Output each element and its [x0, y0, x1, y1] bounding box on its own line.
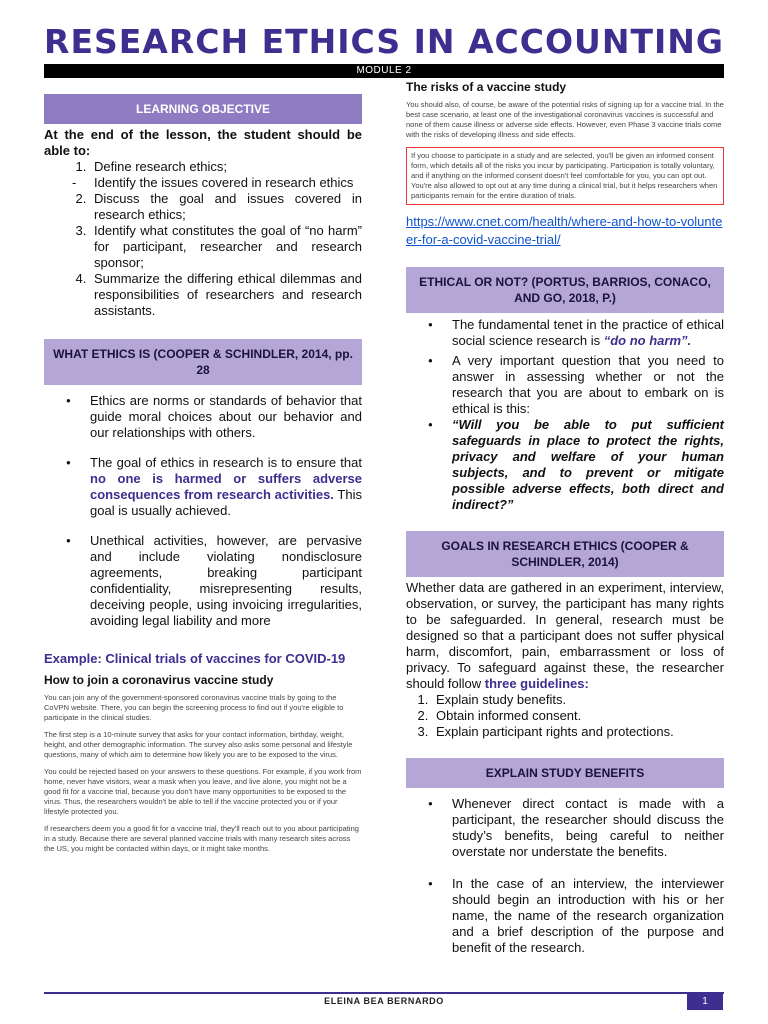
- objective-sub-item: - Identify the issues covered in research ethics: [48, 175, 362, 191]
- goal-item: 1. Explain study benefits.: [432, 692, 724, 708]
- list-item: ● A very important question that you need to answer in assessing whether or not the research that you are about to embark on is ethical is this:: [406, 353, 724, 417]
- benefits-list: [406, 796, 724, 956]
- list-item: ● Unethical activities, however, are pervasive and include violating nondisclosure agreements, breaking participant confidentiality, misrepresenting results, deceiving people, using invoicing irregularities, avoiding legal liability and more: [44, 533, 362, 629]
- ethical-or-not-header: ETHICAL OR NOT? (PORTUS, BARRIOS, CONACO, AND GO, 2018, P.): [406, 267, 724, 313]
- objective-item: 3. Identify what constitutes the goal of “no harm” for participant, researcher and research sponsor;: [90, 223, 362, 271]
- author-name: ELEINA BEA BERNARDO: [324, 996, 444, 1006]
- goal-item: 2. Obtain informed consent.: [432, 708, 724, 724]
- screenshot-title: How to join a coronavirus vaccine study: [44, 673, 274, 687]
- screenshot-paragraph: The first step is a 10-minute survey that asks for your contact information, birthday, weight, height, and other demographic information. The survey also asks some personal and lifestyle questions, many of which aim to determine how likely you are to be exposed to the virus.: [44, 730, 353, 759]
- footer-rule: [44, 992, 724, 994]
- objective-item: 4. Summarize the differing ethical dilemmas and responsibilities of researchers and research assistants.: [90, 271, 362, 319]
- benefits-header: EXPLAIN STUDY BENEFITS: [406, 758, 724, 788]
- learning-objective-header: LEARNING OBJECTIVE: [44, 94, 362, 124]
- objective-item: 1. Define research ethics; - Identify the issues covered in research ethics: [90, 159, 362, 191]
- goals-header: GOALS IN RESEARCH ETHICS (COOPER & SCHINDLER, 2014): [406, 531, 724, 577]
- objective-item: 2. Discuss the goal and issues covered in research ethics;: [90, 191, 362, 223]
- screenshot-paragraph: If researchers deem you a good fit for a vaccine trial, they'll reach out to you about participating in a study. Because there are several planned vaccine trials with many research sites across the US, you might be contacted within days, or it might take months.: [44, 824, 359, 853]
- list-item: ● “Will you be able to put sufficient safeguards in place to protect the rights, privacy and welfare of your human subjects, and to prevent or mitigate possible adverse effects, both direct and indirect?”: [406, 417, 724, 513]
- vaccine-study-screenshot: [44, 673, 362, 854]
- objective-list: [44, 159, 362, 319]
- ethical-list: [406, 317, 724, 513]
- list-item: ● The fundamental tenet in the practice of ethical social science research is “do no harm”.: [406, 317, 724, 349]
- list-item: ● The goal of ethics in research is to ensure that no one is harmed or suffers adverse consequences from research activities. This goal is usually achieved.: [44, 455, 362, 519]
- objective-intro: At the end of the lesson, the student should be able to:: [44, 127, 362, 158]
- left-column: [44, 94, 362, 854]
- what-ethics-list: [44, 393, 362, 629]
- example-label: Example: Clinical trials of vaccines for COVID-19: [44, 651, 346, 666]
- list-item: ● Whenever direct contact is made with a participant, the researcher should discuss the study’s benefits, being careful to neither overstate nor understate the benefits.: [406, 796, 724, 860]
- screenshot-paragraph: You can join any of the government-sponsored coronavirus vaccine trials by going to the CoVPN website. There, you can begin the screening process to find out if you're eligible to participate in the clinical studies.: [44, 693, 344, 722]
- screenshot-paragraph: If you choose to participate in a study and are selected, you'll be given an informed consent form, which details all of the risks you incur by participating. Participation is totally voluntary, and if anything on the informed consent doesn't feel comfortable for you, you can opt out. You're also allowed to opt out at any time during a clinical trial, but it helps researchers when participants remain for the entire duration of trials.: [411, 151, 718, 200]
- right-column: [406, 80, 724, 956]
- list-item: ● Ethics are norms or standards of behavior that guide moral choices about our behavior and our relationships with others.: [44, 393, 362, 441]
- screenshot-paragraph: You could be rejected based on your answers to these questions. For example, if you work from home, never have visitors, wear a mask when you leave, and live alone, you might not be a good fit for a vaccine trial, because you don't have many opportunities to be exposed to the virus. Thus, the researchers wouldn't be able to tell if the vaccine protected you or if your lifestyle protected you.: [44, 767, 362, 816]
- goal-item: 3. Explain participant rights and protections.: [432, 724, 724, 740]
- list-item: ● In the case of an interview, the interviewer should begin an introduction with his or her name, the name of the research organization and a brief description of the purpose and benefit of the research.: [406, 876, 724, 956]
- vaccine-risks-screenshot: [406, 80, 724, 205]
- screenshot-paragraph: You should also, of course, be aware of the potential risks of signing up for a vaccine trial. In the best case scenario, at least one of the investigational coronavirus vaccines is successful and none of them cause illness or adverse side effects. However, even Phase 3 vaccine trials come with the risks of developing illness and side effects.: [406, 100, 724, 139]
- module-bar: MODULE 2: [44, 64, 724, 78]
- screenshot-title: The risks of a vaccine study: [406, 80, 567, 94]
- page-title: RESEARCH ETHICS IN ACCOUNTING: [44, 22, 724, 61]
- goals-list: [406, 692, 724, 740]
- page-number: 1: [687, 994, 723, 1010]
- goals-paragraph: Whether data are gathered in an experiment, interview, observation, or survey, the participant has many rights to be safeguarded. In general, research must be designed so that a participant does not suffer physical harm, discomfort, pain, embarrassment or loss of privacy. To safeguard against these, the researcher should follow three guidelines:: [406, 580, 724, 691]
- what-ethics-header: WHAT ETHICS IS (COOPER & SCHINDLER, 2014, pp. 28: [44, 339, 362, 385]
- highlight-box: [406, 147, 724, 205]
- source-link[interactable]: https://www.cnet.com/health/where-and-how-to-volunteer-for-a-covid-vaccine-trial/: [406, 214, 723, 247]
